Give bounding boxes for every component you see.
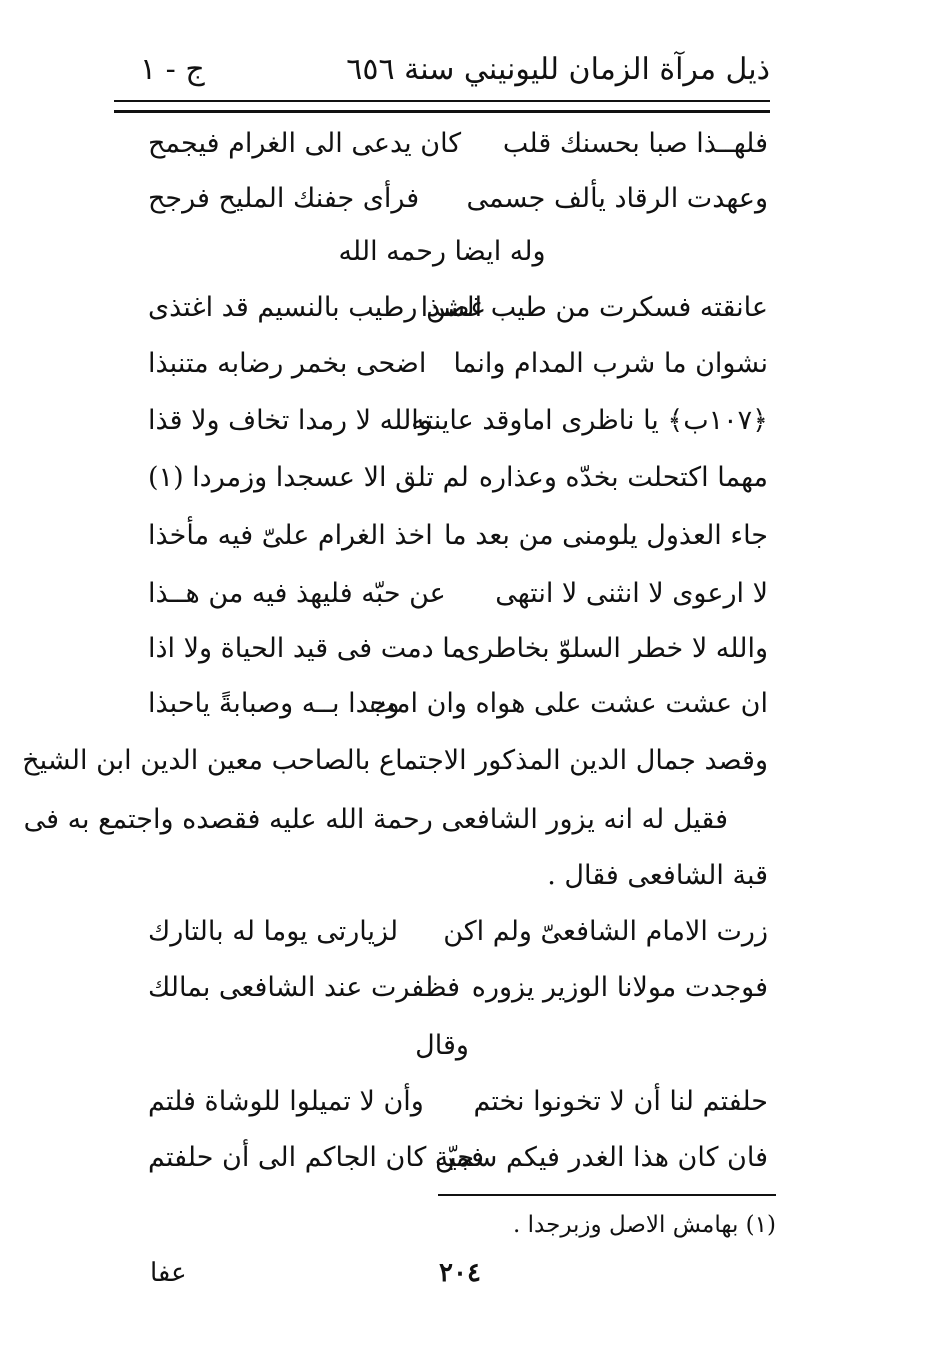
verse-line bbox=[148, 578, 768, 618]
first-hemistich: مهما اكتحلت بخدّه وعذاره bbox=[478, 462, 768, 493]
first-hemistich: لا ارعوى لا انثنى لا انتهى bbox=[495, 578, 768, 609]
second-hemistich: اضحى بخمر رضابه متنبذا bbox=[148, 348, 427, 379]
verse-line bbox=[148, 348, 768, 388]
second-hemistich: فرأى جفنك المليح فرجح bbox=[148, 183, 420, 214]
first-hemistich: ان عشت عشت على هواه وان امت bbox=[369, 688, 768, 719]
verse-line bbox=[148, 520, 768, 560]
footnote-rule bbox=[438, 1194, 776, 1196]
first-hemistich: فلهــذا صبا بحسنك قلب bbox=[502, 128, 768, 159]
first-hemistich: عانقته فسكرت من طيب الشذا bbox=[420, 292, 768, 323]
footnote: (١) بهامش الاصل وزبرجدا . bbox=[513, 1212, 776, 1238]
second-hemistich: فمن كان الجاكم الى أن حلفتم bbox=[148, 1142, 485, 1173]
second-hemistich: وأن لا تميلوا للوشاة فلتم bbox=[148, 1086, 424, 1117]
section-heading: وله ايضا رحمه الله bbox=[338, 236, 546, 267]
running-header bbox=[140, 52, 770, 96]
verse-line bbox=[148, 292, 768, 332]
second-hemistich: ما دمت فى قيد الحياة ولا اذا bbox=[148, 633, 465, 664]
first-hemistich: فان كان هذا الغدر فيكم سجيّة bbox=[434, 1142, 768, 1173]
prose-line: وقصد جمال الدين المذكور الاجتماع بالصاحب معين الدين ابن الشيخ bbox=[22, 745, 768, 776]
second-hemistich: عن حبّه فليهذ فيه من هــذا bbox=[148, 578, 446, 609]
second-hemistich: وجدا بــه وصبابةً ياحبذا bbox=[148, 688, 400, 719]
second-hemistich: كان يدعى الى الغرام فيجمح bbox=[148, 128, 462, 159]
verse-line bbox=[148, 916, 768, 956]
catchword: عفا bbox=[150, 1258, 187, 1288]
first-hemistich: جاء العذول يلومنى من بعد ما bbox=[443, 520, 768, 551]
verse-line bbox=[148, 1142, 768, 1182]
prose-line: فقيل له انه يزور الشافعى رحمة الله عليه فقصده واجتمع به فى bbox=[23, 804, 728, 835]
section-heading: وقال bbox=[415, 1030, 469, 1061]
prose-line: قبة الشافعى فقال . bbox=[547, 860, 768, 891]
first-hemistich: نشوان ما شرب المدام وانما bbox=[453, 348, 768, 379]
page-number: ٢٠٤ bbox=[439, 1258, 481, 1288]
verse-line bbox=[148, 183, 768, 223]
second-hemistich: غصن رطيب بالنسيم قد اغتذى bbox=[148, 292, 485, 323]
first-hemistich: والله لا خطر السلوّ بخاطرى bbox=[458, 633, 768, 664]
second-hemistich: فظفرت عند الشافعى بمالك bbox=[148, 972, 461, 1003]
first-hemistich: وعهدت الرقاد يألف جسمى bbox=[466, 183, 768, 214]
second-hemistich: اخذ الغرام علىّ فيه مأخذا bbox=[148, 520, 433, 551]
verse-line bbox=[148, 405, 768, 445]
header-title: ذيل مرآة الزمان لليونيني سنة ٦٥٦ bbox=[346, 52, 770, 87]
header-rule bbox=[114, 100, 770, 113]
first-hemistich: فوجدت مولانا الوزير يزوره bbox=[471, 972, 768, 1003]
verse-line bbox=[148, 972, 768, 1012]
second-hemistich: لم تلق الا عسجدا وزمردا (١) bbox=[148, 462, 469, 493]
second-hemistich: لزيارتى يوما له بالتارك bbox=[148, 916, 399, 947]
first-hemistich: حلفتم لنا أن لا تخونوا نختم bbox=[473, 1086, 768, 1117]
second-hemistich: والله لا رمدا تخاف ولا قذا bbox=[148, 405, 432, 436]
first-hemistich: ﴿١٠٧ب﴾ يا ناظرى اماوقد عاينته bbox=[411, 405, 768, 436]
verse-line bbox=[148, 688, 768, 728]
verse-line bbox=[148, 1086, 768, 1126]
verse-line bbox=[148, 462, 768, 502]
first-hemistich: زرت الامام الشافعىّ ولم اكن bbox=[443, 916, 768, 947]
verse-line bbox=[148, 128, 768, 168]
verse-line bbox=[148, 633, 768, 673]
volume-indicator: ج - ١ bbox=[140, 52, 205, 87]
